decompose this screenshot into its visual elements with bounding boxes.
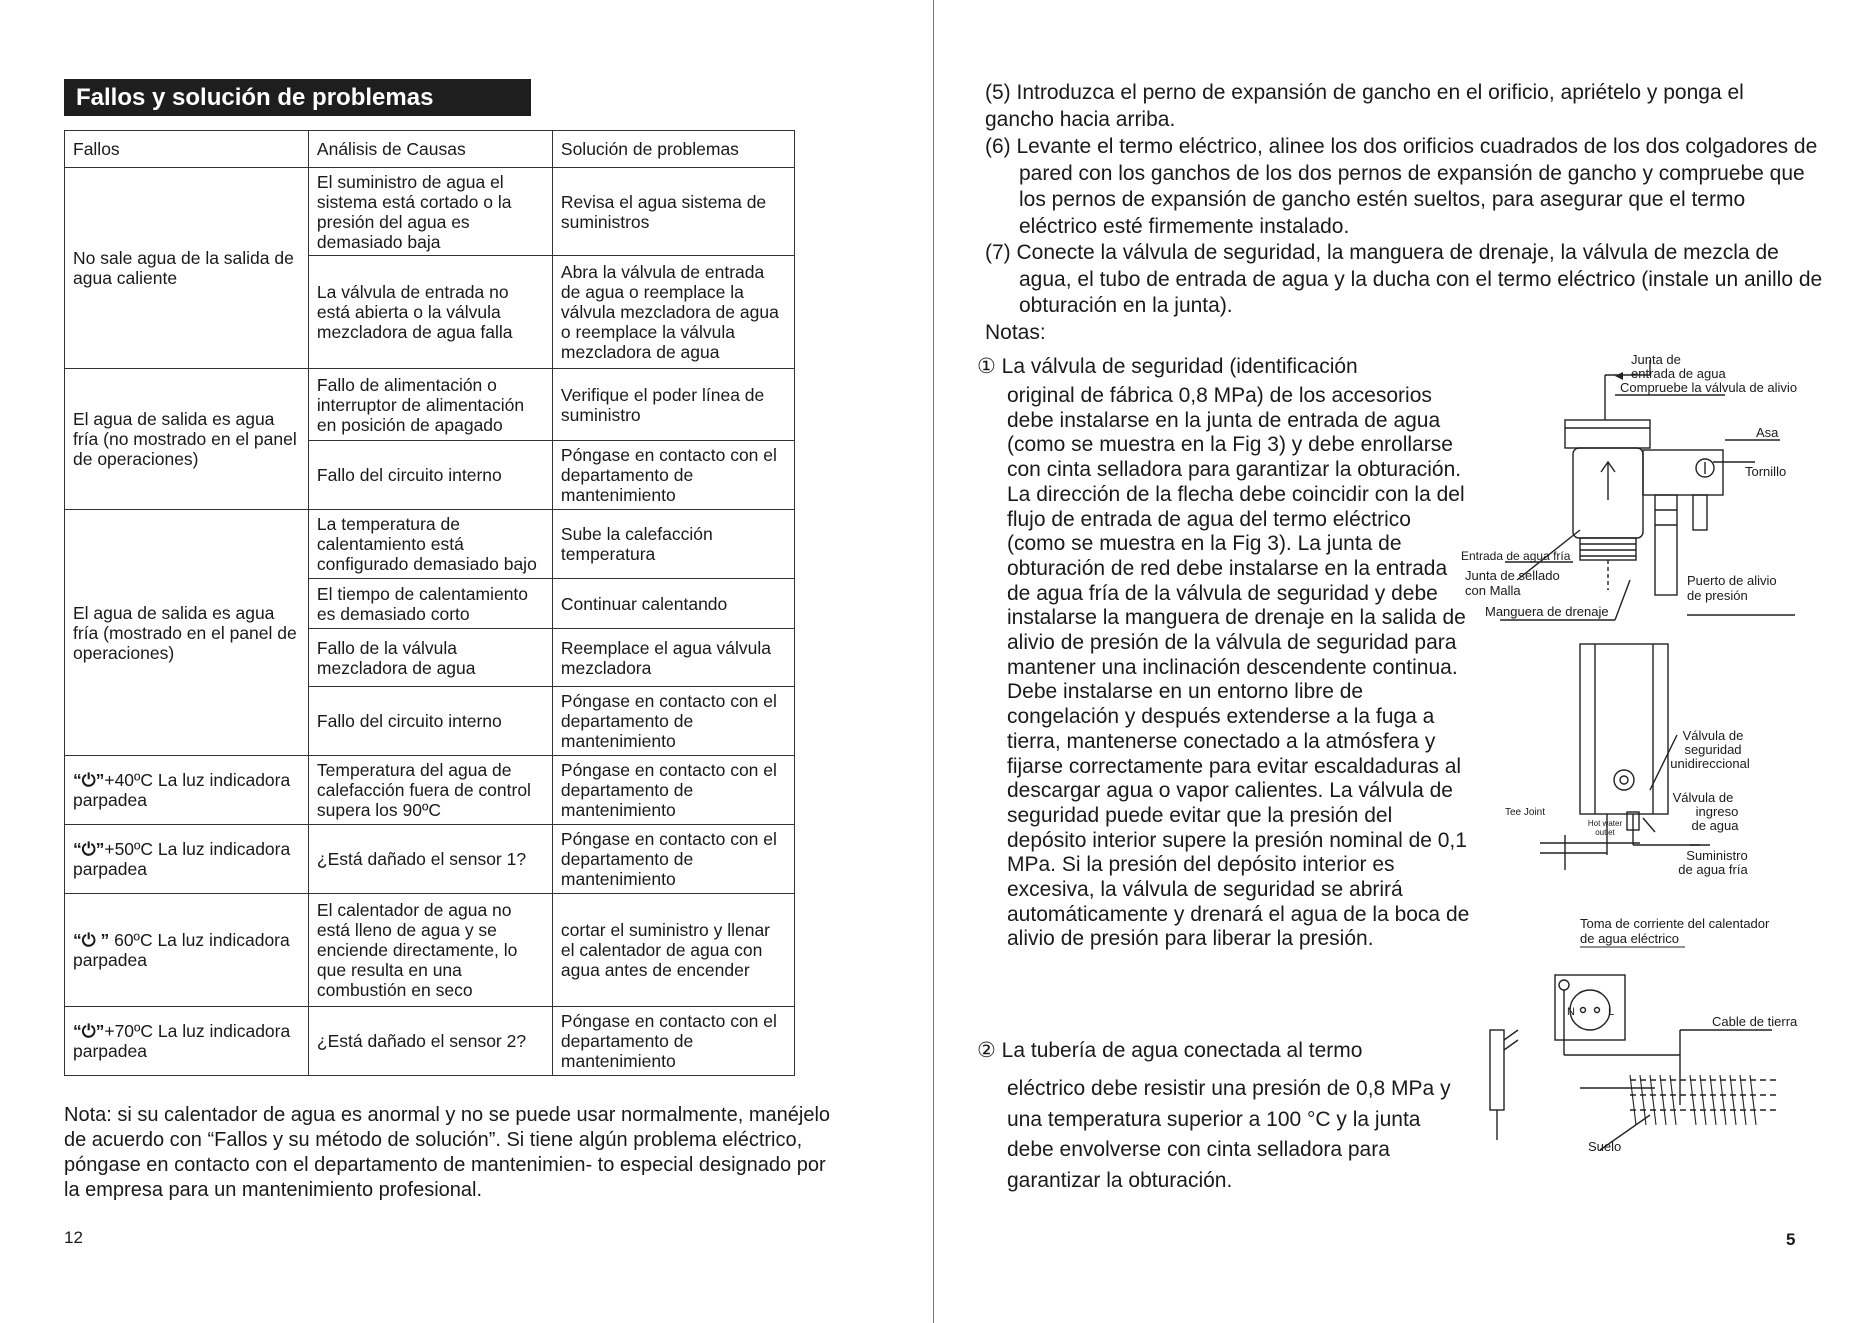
solution-cell: Póngase en contacto con el departamento de mantenimiento [552, 441, 794, 510]
cause-cell: Fallo de alimentación o interruptor de alimentación en posición de apagado [308, 369, 552, 441]
note-1-heading: ① La válvula de seguridad (identificación [977, 355, 1358, 378]
label-relief-port: de presión [1687, 588, 1748, 603]
heater-body [1580, 644, 1668, 814]
power-icon: “⏻” [73, 839, 105, 859]
heater-dial [1614, 770, 1634, 790]
label-oneway-valve: seguridad [1684, 742, 1742, 757]
fault-cell: No sale agua de la salida de agua caliente [65, 168, 309, 369]
label-inlet-valve: ingreso [1695, 804, 1739, 819]
table-row [65, 825, 795, 894]
earth-terminal [1559, 980, 1569, 990]
label-inlet-valve: Válvula de [1672, 790, 1734, 805]
note-paragraph: Nota: si su calentador de agua es anormal y no se puede usar normalmente, manéjelo de acuerdo con “Fallos y su método de solución”. Si tiene algún problema eléctrico, póngase en contacto con el departamento de mantenimien- to especial designado por la empresa para un mantenimiento profesional. [64, 1104, 831, 1201]
label-ground-cable: Cable de tierra [1712, 1014, 1798, 1029]
valve-side-arm [1643, 450, 1723, 495]
label-seal: Junta de sellado [1465, 568, 1560, 583]
note-2-body: eléctrico debe resistir una presión de 0,8 MPa y una temperatura superior a 100 °C y la junta debe envolverse con cinta selladora para garantizar la obturación. [1007, 1077, 1451, 1192]
table-row [65, 168, 795, 256]
fault-text: 60ºC La luz indicadora parpadea [73, 930, 290, 970]
solution-cell: Continuar calentando [552, 579, 794, 629]
label-tee-joint: Tee Joint [1505, 807, 1546, 818]
fault-cell [65, 756, 309, 825]
label-hot-outlet: outlet [1595, 828, 1615, 837]
fault-cell [65, 1007, 309, 1076]
fault-cell: El agua de salida es agua fría (no mostrado en el panel de operaciones) [65, 369, 309, 510]
solution-cell: Revisa el agua sistema de suministros [552, 168, 794, 256]
power-icon: “⏻ ” [73, 930, 110, 950]
page-spread-divider [933, 0, 934, 1323]
solution-cell: Sube la calefacción temperatura [552, 510, 794, 579]
cause-cell: El suministro de agua el sistema está cortado o la presión del agua es demasiado baja [308, 168, 552, 256]
table-header: Análisis de Causas [308, 131, 552, 168]
label-seal: con Malla [1465, 583, 1521, 598]
cause-cell: El calentador de agua no está lleno de agua y se enciende directamente, lo que resulta en una combustión en seco [308, 894, 552, 1007]
cause-cell: Fallo de la válvula mezcladora de agua [308, 629, 552, 687]
step-5: (5) Introduzca el perno de expansión de gancho en el orificio, apriételo y ponga el gancho hacia arriba. [985, 81, 1744, 131]
label-check-valve: Compruebe la válvula de alivio [1620, 380, 1798, 395]
cause-cell: Temperatura del agua de calefacción fuera de control supera los 90ºC [308, 756, 552, 825]
label-screw: Tornillo [1745, 464, 1787, 479]
solution-cell: Póngase en contacto con el departamento de mantenimiento [552, 825, 794, 894]
solution-cell: Abra la válvula de entrada de agua o reemplace la válvula mezcladora de agua o reemplace la válvula mezcladora de agua [552, 256, 794, 369]
page-number: 12 [64, 1228, 83, 1247]
label-cold-supply: de agua fría [1678, 862, 1748, 877]
label-oneway-valve: unidireccional [1670, 756, 1750, 771]
cause-cell: La válvula de entrada no está abierta o la válvula mezcladora de agua falla [308, 256, 552, 369]
fault-cell [65, 894, 309, 1007]
table-header: Fallos [65, 131, 309, 168]
label-cold-supply: Suministro [1686, 848, 1748, 863]
cause-cell: ¿Está dañado el sensor 2? [308, 1007, 552, 1076]
valve-bottom-thread [1580, 538, 1636, 560]
label-floor: Suelo [1588, 1139, 1622, 1154]
solution-cell: Póngase en contacto con el departamento de mantenimiento [552, 756, 794, 825]
solution-cell: Póngase en contacto con el departamento de mantenimiento [552, 1007, 794, 1076]
fault-text: +40ºC La luz indicadora parpadea [73, 770, 291, 810]
solution-cell: cortar el suministro y llenar el calentador de agua con agua antes de encender [552, 894, 794, 1007]
page-number: 5 [1786, 1230, 1796, 1249]
label-drain-hose: Manguera de drenaje [1485, 604, 1609, 619]
solution-cell: Reemplace el agua válvula mezcladora [552, 629, 794, 687]
solution-cell: Verifique el poder línea de suministro [552, 369, 794, 441]
table-row [65, 894, 795, 1007]
fault-text: +70ºC La luz indicadora parpadea [73, 1021, 291, 1061]
valve-handle [1693, 495, 1707, 530]
step-6: (6) Levante el termo eléctrico, alinee los dos orificios cuadrados de los dos colgadores de pared con los ganchos de los dos pernos de expansión de gancho y compruebe que los pernos de expansión de gancho estén sueltos, para asegurar que el termo eléctrico esté firmemente instalado. [985, 135, 1818, 238]
label-socket: de agua eléctrico [1580, 931, 1680, 946]
ground-soil-hatching [1630, 1075, 1756, 1125]
left-page [0, 0, 933, 1323]
power-plug [1490, 1030, 1504, 1110]
section-title: Fallos y solución de problemas [64, 79, 531, 116]
fault-cell [65, 825, 309, 894]
table-row [65, 756, 795, 825]
table-row [65, 1007, 795, 1076]
label-inlet-joint: Junta de [1631, 352, 1681, 367]
label-handle: Asa [1756, 425, 1779, 440]
label-inlet-valve: de agua [1691, 818, 1739, 833]
socket-grounding-figure [1480, 905, 1820, 1154]
note-1-body: original de fábrica 0,8 MPa) de los accesorios debe instalarse en la junta de entrada de agua (como se muestra en la Fig 3) y debe enrollarse con cinta selladora para garantizar la obturación. La dirección de la flecha debe coincidir con la del flujo de entrada de agua del termo eléctrico (como se muestra en la Fig 3). La junta de obturación de red debe instalarse en la entrada de agua fría de la válvula de seguridad y debe instalarse la manguera de drenaje en la salida de alivio de presión de la válvula de seguridad para mantener una inclinación descendente continua. Debe instalarse en un entorno libre de congelación y después extenderse a la fuga a tierra, mantenerse conectado a la atmósfera y fijarse correctamente para evitar escaldaduras al descargar agua o vapor calientes. La válvula de seguridad puede evitar que la presión del depósito interior supere la presión nominal de 0,1 MPa. Si la presión del depósito interior es excesiva, la válvula de seguridad se abrirá automáticamente y drenará el agua de la boca de alivio de presión para liberar la presión. [1007, 384, 1470, 951]
cause-cell: Fallo del circuito interno [308, 687, 552, 756]
cause-cell: El tiempo de calentamiento es demasiado corto [308, 579, 552, 629]
solution-cell: Póngase en contacto con el departamento de mantenimiento [552, 687, 794, 756]
label-hot-outlet: Hot water [1587, 819, 1623, 828]
table-header: Solución de problemas [552, 131, 794, 168]
notes-heading: Notas: [985, 321, 1046, 344]
troubleshooting-table [64, 130, 795, 1076]
power-icon: “⏻” [73, 1021, 105, 1041]
fault-cell: El agua de salida es agua fría (mostrado en el panel de operaciones) [65, 510, 309, 756]
valve-top-fitting [1565, 420, 1650, 448]
label-cold-inlet: Entrada de agua fría [1461, 549, 1571, 563]
label-inlet-joint: entrada de agua [1631, 366, 1726, 381]
cause-cell: ¿Está dañado el sensor 1? [308, 825, 552, 894]
power-icon: “⏻” [73, 770, 105, 790]
table-row [65, 510, 795, 579]
table-header-row [65, 131, 795, 168]
label-live: L [1608, 1006, 1615, 1018]
cause-cell: Fallo del circuito interno [308, 441, 552, 510]
cause-cell: La temperatura de calentamiento está configurado demasiado bajo [308, 510, 552, 579]
fault-text: +50ºC La luz indicadora parpadea [73, 839, 291, 879]
heater-installation-figure [1495, 640, 1815, 890]
label-socket: Toma de corriente del calentador [1580, 916, 1770, 931]
label-relief-port: Puerto de alivio [1687, 573, 1777, 588]
label-oneway-valve: Válvula de [1682, 728, 1744, 743]
step-7: (7) Conecte la válvula de seguridad, la manguera de drenaje, la válvula de mezcla de agua, el tubo de entrada de agua y la ducha con el termo eléctrico (instale un anillo de obturación en la junta). [985, 241, 1823, 317]
table-row [65, 369, 795, 441]
label-neutral: N [1567, 1006, 1575, 1018]
safety-valve-figure [1455, 350, 1835, 630]
note-2-heading: ② La tubería de agua conectada al termo [977, 1039, 1363, 1062]
